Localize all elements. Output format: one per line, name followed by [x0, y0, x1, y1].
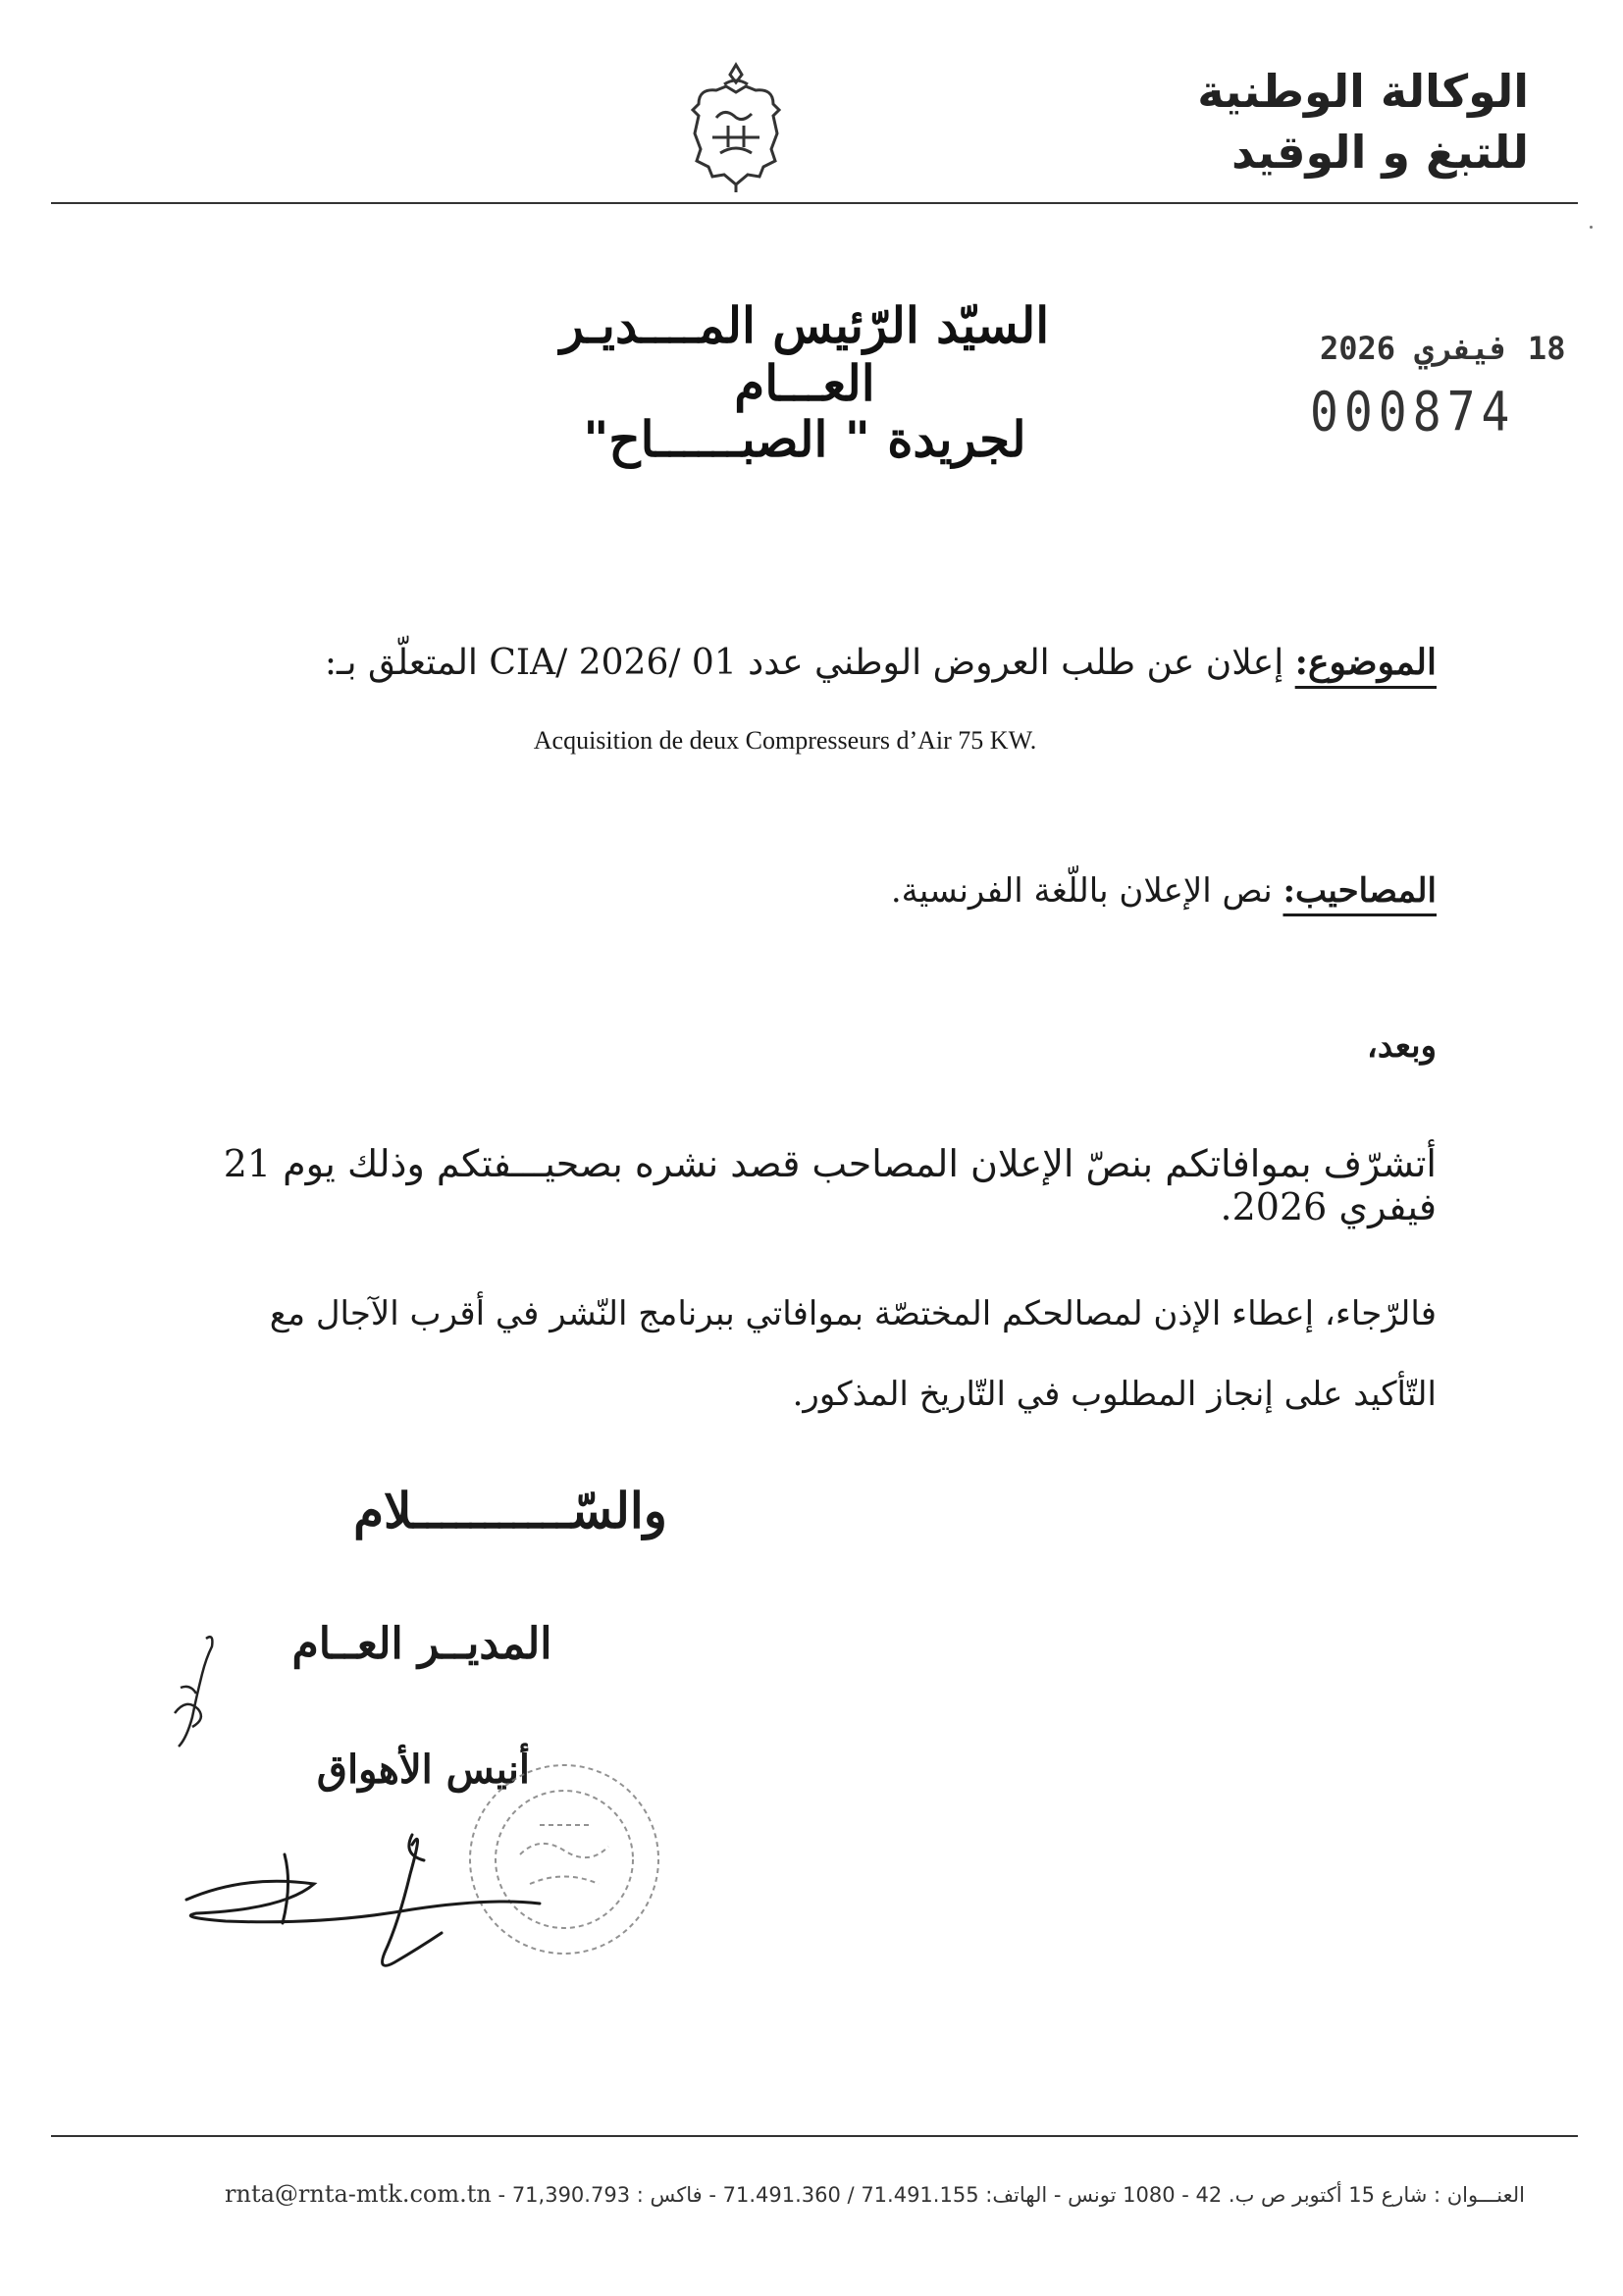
signatory-title: المديــر العــام: [291, 1619, 552, 1669]
agency-emblem-icon: [677, 59, 795, 196]
body-paragraph-1: أتشرّف بموافاتكم بنصّ الإعلان المصاحب قصد نشره بصحيـــفتكم وذلك يوم 21 فيفري 2026.: [223, 1142, 1437, 1228]
signatory-name: أنيس الأهواق: [316, 1747, 530, 1793]
reference-number: 000874: [1310, 381, 1516, 444]
attachment-line: [455, 871, 1437, 911]
signature-icon: [167, 1815, 579, 2011]
recipient-title: السيّد الرّئيس المــــديـر العـــام: [559, 296, 1050, 412]
body-paragraph-2: فالرّجاء، إعطاء الإذن لمصالحكم المختصّة بموافاتي ببرنامج النّشر في أقرب الآجال مع التّأكيد على إنجاز المطلوب في التّاريخ المذكور.: [269, 1294, 1437, 1414]
org-name-line-2: للتبغ و الوقيد: [1231, 126, 1529, 179]
subject-text: إعلان عن طلب العروض الوطني عدد 01 /CIA/ 2026 المتعلّق بـ:: [324, 643, 1284, 683]
attachment-label: المصاحيب:: [1283, 871, 1437, 911]
scan-speck: [1590, 226, 1593, 229]
date-stamp: 18 فيفري 2026: [1320, 330, 1566, 367]
recipient-newspaper: لجريدة " الصبــــــاح": [583, 410, 1026, 468]
organization-name: [1019, 61, 1529, 183]
subject-line: [161, 642, 1437, 683]
subject-french-text: Acquisition de deux Compresseurs d’Air 75 KW.: [533, 726, 1037, 755]
footer-email: rnta@rnta-mtk.com.tn: [225, 2180, 492, 2208]
closing-salutation: والسّـــــــــــلام: [353, 1482, 667, 1539]
footer-address: العنـــوان : شارع 15 أكتوبر ص ب. 42 - 1080 تونس - الهاتف: 71.491.155 / 71.491.360 - فاكس : 71,390.793 -: [497, 2183, 1525, 2207]
initials-mark-icon: [157, 1629, 236, 1756]
subject-label: الموضوع:: [1294, 642, 1437, 683]
footer-contact: [73, 2180, 1525, 2208]
attachment-text: نص الإعلان باللّغة الفرنسية.: [890, 871, 1273, 911]
footer-divider: [51, 2135, 1578, 2137]
org-name-line-1: الوكالة الوطنية: [1197, 65, 1529, 118]
header-divider: [51, 202, 1578, 204]
greeting: وبعد،: [1366, 1026, 1437, 1066]
